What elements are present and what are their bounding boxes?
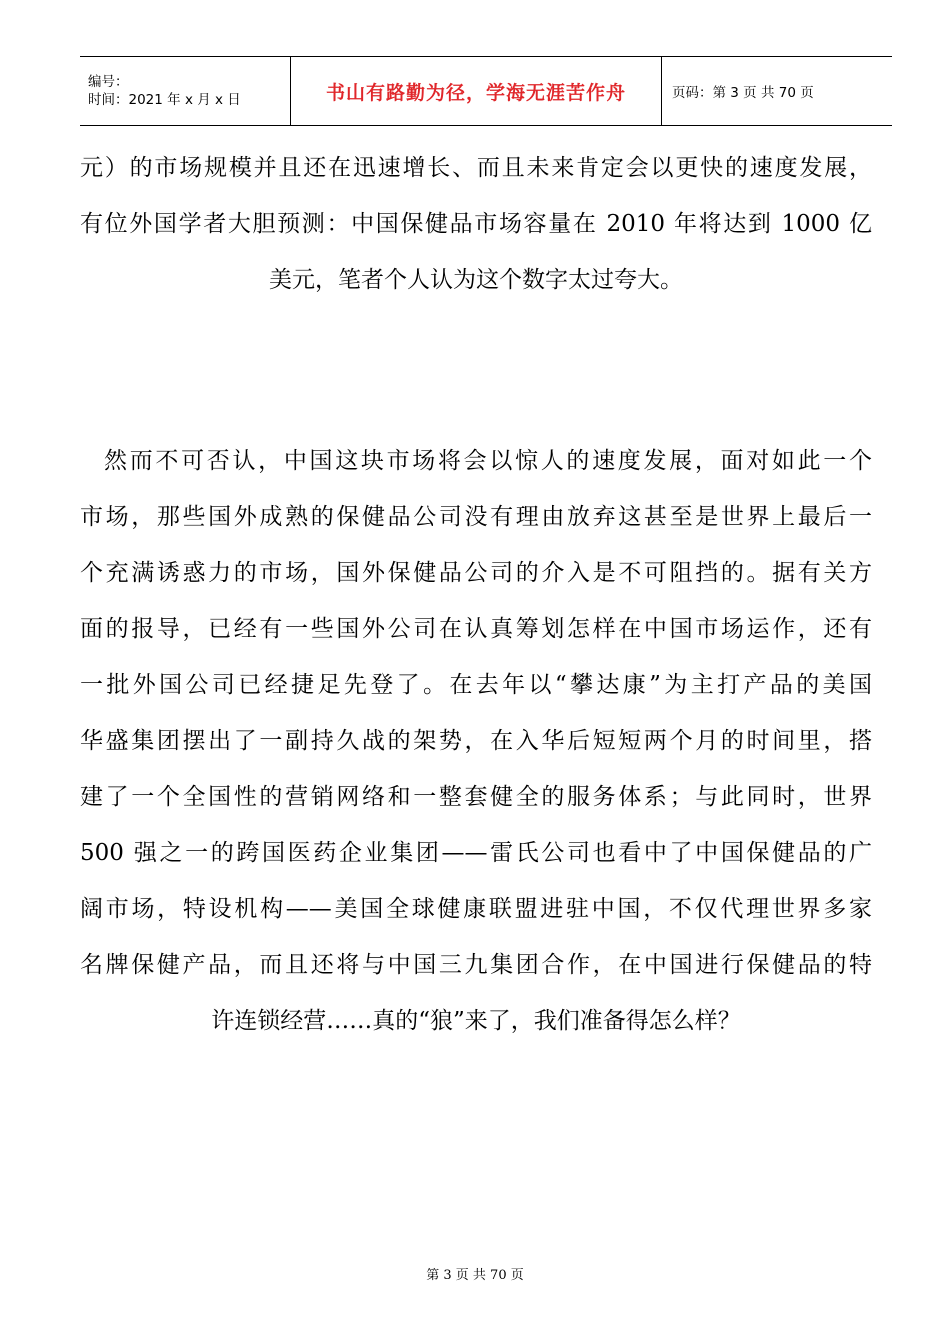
paragraph-line: 许连锁经营……真的“狼”来了，我们准备得怎么样？	[211, 1008, 741, 1034]
paragraph-1	[80, 140, 872, 308]
paragraph-line: 然而不可否认，中国这块市场将会以惊人的速度发展，面对如此一个	[104, 448, 872, 474]
paragraph-line: 阔市场，特设机构——美国全球健康联盟进驻中国，不仅代理世界多家	[80, 896, 872, 922]
paragraph-line: 华盛集团摆出了一副持久战的架势，在入华后短短两个月的时间里，搭	[80, 728, 872, 754]
header-meta	[80, 57, 291, 126]
paragraph-line: 一批外国公司已经捷足先登了。在去年以“攀达康”为主打产品的美国	[80, 672, 872, 698]
header-page-info: 页码：第 3 页 共 70 页	[662, 57, 893, 126]
header-motto: 书山有路勤为径，学海无涯苦作舟	[291, 57, 662, 126]
paragraph-line: 个充满诱惑力的市场，国外保健品公司的介入是不可阻挡的。据有关方	[80, 560, 872, 586]
document-number-label: 编号：	[88, 74, 129, 90]
paragraph-line: 面的报导，已经有一些国外公司在认真筹划怎样在中国市场运作，还有	[80, 616, 872, 642]
document-time-label: 时间：2021 年 x 月 x 日	[88, 92, 241, 108]
paragraph-line: 500 强之一的跨国医药企业集团——雷氏公司也看中了中国保健品的广	[80, 840, 872, 866]
page-footer: 第 3 页 共 70 页	[426, 1268, 524, 1283]
paragraph-line: 有位外国学者大胆预测：中国保健品市场容量在 2010 年将达到 1000 亿	[80, 211, 872, 237]
paragraph-line: 市场，那些国外成熟的保健品公司没有理由放弃这甚至是世界上最后一	[80, 504, 872, 530]
paragraph-line: 名牌保健产品，而且还将与中国三九集团合作，在中国进行保健品的特	[80, 952, 872, 978]
paragraph-2	[80, 433, 872, 1049]
page-header	[80, 56, 892, 126]
paragraph-line: 建了一个全国性的营销网络和一整套健全的服务体系；与此同时，世界	[80, 784, 872, 810]
paragraph-line: 元）的市场规模并且还在迅速增长、而且未来肯定会以更快的速度发展，	[80, 155, 872, 181]
paragraph-line: 美元，笔者个人认为这个数字太过夸大。	[269, 267, 683, 293]
